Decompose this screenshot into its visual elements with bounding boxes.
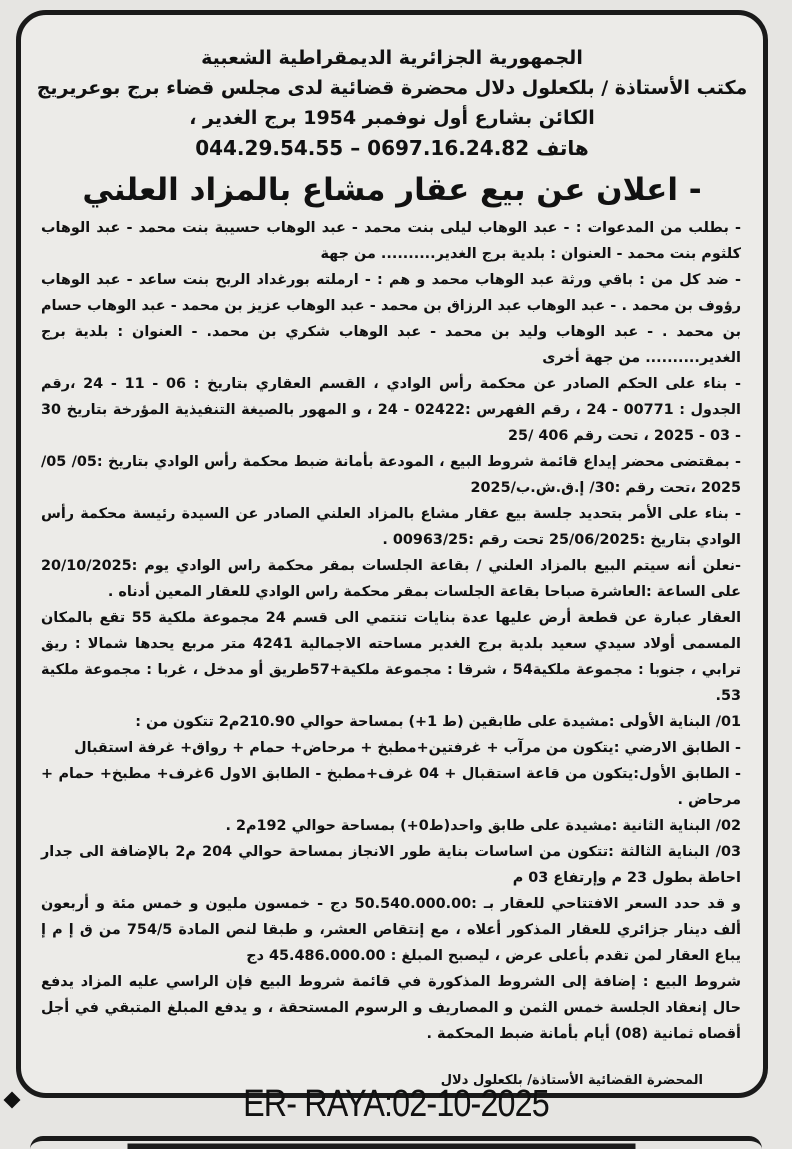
paragraph: - بناء على الأمر بتحديد جلسة بيع عقار مشاع بالمزاد العلني الصادر عن السيدة رئيسة محكمة رأس الوادي بتاريخ :25/06/2025 تحت رقم :00963/25 .: [41, 506, 741, 548]
signature: المحضرة القضائية الأستاذة/ بلكعلول دلال: [440, 1073, 703, 1088]
paragraph: - الطابق الأول:يتكون من قاعة استقبال + 04 غرف+مطبخ - الطابق الاول 6غرف+ مطبخ+ حمام + مرحاض .: [41, 766, 742, 808]
notice-title: - اعلان عن بيع عقار مشاع بالمزاد العلني: [82, 172, 702, 208]
publication-stamp: ER- RAYA:02-10-2025: [243, 1083, 549, 1125]
paragraph: - ضد كل من : باقي ورثة عبد الوهاب محمد و هم : - ارملته بورغداد الربح بنت ساعد - عبد الوهاب رؤوف بن محمد . - عبد الوهاب عبد الرزاق بن محمد - عبد الوهاب عزيز بن محمد - عبد الوهاب حسام بن محمد . - عبد الوهاب وليد بن محمد - عبد الوهاب شكري بن محمد. - العنوان : بلدية برج الغدير.......... من جهة أخرى: [41, 272, 741, 366]
office-address: الكائن بشارع أول نوفمبر 1954 برج الغدير ،: [189, 107, 595, 129]
notice-frame: [16, 10, 768, 1098]
notice-header: [21, 43, 763, 163]
paragraph: 03/ البناية الثالثة :تتكون من اساسات بناية طور الانجاز بمساحة حوالي 204 م2 بالإضافة الى جدار احاطة بطول 23 م وإرتفاع 03 م: [41, 844, 741, 886]
paragraph: و قد حدد السعر الافتتاحي للعقار بـ :50.540.000.00 دج - خمسون مليون و خمس مئة و أربعون ألف دينار جزائري للعقار المذكور أعلاه ، مع إنتقاص العشر، و طبقا لنص المادة 754/5 من ق إ م إ يباع العقار لمن تقدم بأعلى عرض ، ليصبح المبلغ : 45.486.000.00 دج: [41, 896, 741, 964]
paragraph: - بطلب من المدعوات : - عبد الوهاب ليلى بنت محمد - عبد الوهاب حسيبة بنت محمد - عبد الوهاب كلثوم بنت محمد - العنوان : بلدية برج الغدير.......... من جهة: [41, 220, 741, 262]
paragraph: - بناء على الحكم الصادر عن محكمة رأس الوادي ، القسم العقاري بتاريخ : 06 - 11 - 24 ،رقم الجدول : 00771 - 24 ، رقم الفهرس :02422 - 24 ، و المهور بالصيغة التنفيذية المؤرخة بتاريخ 30 - 03 - 2025 ، تحت رقم 406 /25: [41, 376, 741, 444]
office-name: مكتب الأستاذة / بلكعلول دلال محضرة قضائية لدى مجلس قضاء برج بوعريريج: [36, 77, 748, 99]
notice-body: [21, 215, 763, 1047]
paragraph: العقار عبارة عن قطعة أرض عليها عدة بنايات تنتمي الى قسم 24 مجموعة ملكية 55 تقع بالمكان المسمى أولاد سيدي سعيد بلدية برج الغدير مساحته الاجمالية 4241 متر مربع يحدها شمالا : ريق ترابي ، جنوبا : مجموعة ملكية54 ، شرقا : مجموعة ملكية+57طريق أو مدخل ، غربا : مجموعة ملكية 53.: [41, 610, 742, 704]
paragraph: شروط البيع : إضافة إلى الشروط المذكورة في قائمة شروط البيع فإن الراسي عليه المزاد يدفع حال إنعقاد الجلسة خمس الثمن و المصاريف و الرسوم المستحقة ، و يدفع المبلغ المتبقي في أجل أقصاه ثمانية (08) أيام بأمانة ضبط المحكمة .: [41, 974, 741, 1042]
paragraph: 02/ البناية الثانية :مشيدة على طابق واحد(ط0+) بمساحة حوالي 192م2 .: [225, 818, 741, 834]
office-phone: هاتف 0697.16.24.82 – 044.29.54.55: [195, 136, 589, 160]
paragraph: - بمقتضى محضر إيداع قائمة شروط البيع ، المودعة بأمانة ضبط محكمة رأس الوادي بتاريخ :05/ 05/ 2025 ،تحت رقم :30/ إ.ق.ش.ب/2025: [41, 454, 741, 496]
paragraph: 01/ البناية الأولى :مشيدة على طابقين (ط 1+) بمساحة حوالي 210.90م2 تتكون من :: [135, 714, 741, 730]
paragraph: -نعلن أنه سيتم البيع بالمزاد العلني / بقاعة الجلسات بمقر محكمة راس الوادي يوم :20/10/2025 على الساعة :العاشرة صباحا بقاعة الجلسات بمقر محكمة راس الوادي للعقار المعين أدناه .: [41, 558, 741, 600]
paragraph: - الطابق الارضي :يتكون من مرآب + غرفتين+مطبخ + مرحاض+ حمام + رواق+ غرفة استقبال: [74, 740, 741, 756]
country-name: الجمهورية الجزائرية الديمقراطية الشعبية: [201, 47, 583, 69]
bullet-icon: [4, 1092, 21, 1109]
next-frame-border: [30, 1136, 762, 1149]
